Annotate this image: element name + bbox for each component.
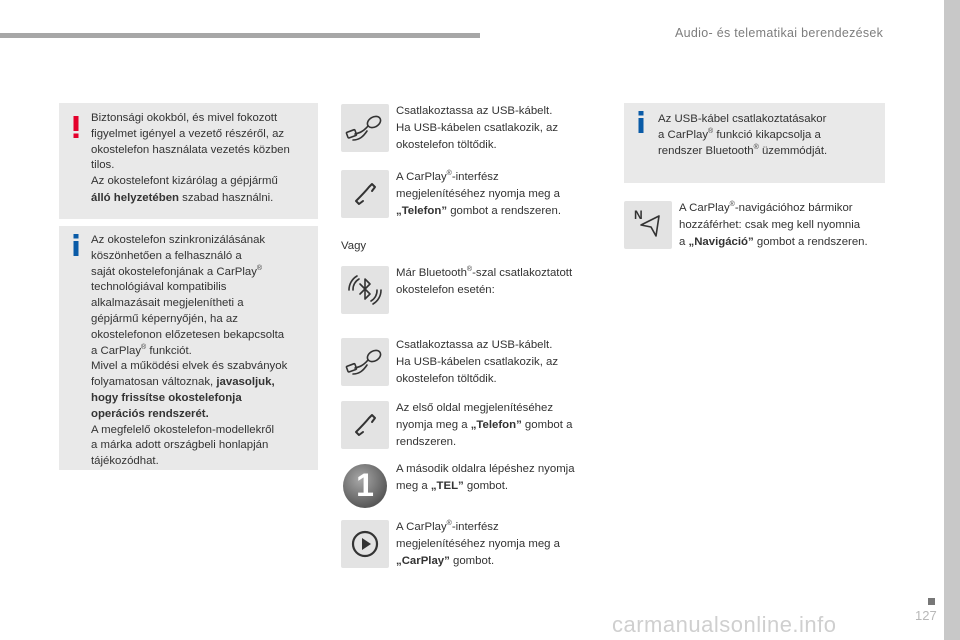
or-label: Vagy xyxy=(341,240,367,252)
info-line: folyamatosan változnak, javasoljuk, xyxy=(91,376,275,389)
step-line: Az első oldal megjelenítéséhez xyxy=(396,402,554,414)
phone-handset-icon[interactable] xyxy=(341,170,389,218)
number-one-icon[interactable] xyxy=(341,462,389,510)
step-line: A CarPlay®-navigációhoz bármikor xyxy=(679,201,853,214)
step-line: A CarPlay®-interfész xyxy=(396,170,499,183)
step-usb-1 xyxy=(396,103,596,154)
step-line: megjelenítéséhez nyomja meg a xyxy=(396,188,560,200)
info-line: Az okostelefon szinkronizálásának xyxy=(91,234,266,246)
info-line: alkalmazásait megjelenítheti a xyxy=(91,297,244,310)
info-line: a márka adott országbeli honlapján xyxy=(91,439,269,452)
info-line: rendszer Bluetooth® üzemmódját. xyxy=(658,143,828,157)
info-line: A megfelelő okostelefon-modellekről xyxy=(91,423,274,436)
page-marker xyxy=(928,598,935,605)
info-line: gépjármű képernyőjén, ha az xyxy=(91,312,238,325)
usb-cable-icon xyxy=(341,104,389,152)
step-line: meg a „TEL” gombot. xyxy=(396,480,509,492)
step-phone-first-page xyxy=(396,400,596,451)
step-line: Már Bluetooth®-szal csatlakoztatott xyxy=(396,266,573,279)
warning-line: Az okostelefont kizárólag a gépjármű xyxy=(91,175,278,188)
info-line: operációs rendszerét. xyxy=(91,407,209,420)
step-line: A második oldalra lépéshez nyomja xyxy=(396,463,575,475)
info-box-usb-bluetooth xyxy=(624,103,885,183)
page-number: 127 xyxy=(915,608,937,623)
info-line: okostelefonon előzetesen bekapcsolta xyxy=(91,328,285,341)
info-line: a CarPlay® funkció kikapcsolja a xyxy=(658,128,821,141)
info-line: Mivel a működési elvek és szabványok xyxy=(91,360,288,373)
info-line: tájékozódhat. xyxy=(91,455,159,468)
warning-line xyxy=(91,191,315,207)
number-one-digit: 1 xyxy=(356,467,374,503)
info-line: köszönhetően a felhasználó a xyxy=(91,249,242,262)
usb-cable-icon xyxy=(341,338,389,386)
info-text xyxy=(658,112,882,159)
info-text xyxy=(91,233,315,470)
info-line: hogy frissítse okostelefonja xyxy=(91,391,242,404)
warning-line: okostelefon használata vezetés közben xyxy=(91,143,290,156)
info-icon xyxy=(637,111,645,133)
step-line: a „Navigáció” gombot a rendszeren. xyxy=(679,236,868,248)
info-line: a CarPlay® funkciót. xyxy=(91,343,192,357)
step-navigation xyxy=(679,200,889,251)
info-line: Az USB-kábel csatlakoztatásakor xyxy=(658,113,827,125)
step-line: Ha USB-kábelen csatlakozik, az xyxy=(396,356,559,368)
step-line: Ha USB-kábelen csatlakozik, az xyxy=(396,122,559,134)
step-carplay xyxy=(396,519,596,570)
step-line: megjelenítéséhez nyomja meg a xyxy=(396,538,560,550)
step-bluetooth xyxy=(396,265,596,299)
step-line: okostelefon esetén: xyxy=(396,284,495,296)
warning-emphasis: álló helyzetében xyxy=(91,191,179,204)
warning-line: Biztonsági okokból, és mivel fokozott xyxy=(91,112,278,124)
warning-line: figyelmet igényel a vezető részéről, az xyxy=(91,127,285,140)
warning-box xyxy=(59,103,318,219)
carplay-play-icon[interactable] xyxy=(341,520,389,568)
phone-handset-icon[interactable] xyxy=(341,401,389,449)
page-edge-bar xyxy=(944,0,960,640)
navigation-arrow-icon[interactable] xyxy=(624,201,672,249)
step-line: hozzáférhet: csak meg kell nyomnia xyxy=(679,219,861,231)
step-line: „CarPlay” gombot. xyxy=(396,555,495,567)
warning-text xyxy=(91,111,315,207)
step-line: „Telefon” gombot a rendszeren. xyxy=(396,205,562,217)
info-icon xyxy=(72,234,80,256)
warning-line: tilos. xyxy=(91,159,115,172)
step-line: Csatlakoztassa az USB-kábelt. xyxy=(396,105,553,117)
watermark: carmanualsonline.info xyxy=(612,612,837,637)
step-line: A CarPlay®-interfész xyxy=(396,520,499,533)
step-phone-carplay xyxy=(396,169,596,220)
step-usb-2 xyxy=(396,337,596,388)
step-tel xyxy=(396,461,596,495)
step-line: okostelefon töltődik. xyxy=(396,373,497,385)
step-line: rendszeren. xyxy=(396,436,457,448)
step-line: nyomja meg a „Telefon” gombot a xyxy=(396,419,573,431)
warning-rest: szabad használni. xyxy=(179,191,274,204)
step-line: okostelefon töltődik. xyxy=(396,139,497,151)
info-line: technológiával kompatibilis xyxy=(91,281,227,294)
page-title: Audio- és telematikai berendezések xyxy=(675,26,884,40)
bluetooth-icon xyxy=(341,266,389,314)
north-letter: N xyxy=(634,208,643,222)
info-box-carplay xyxy=(59,226,318,470)
step-line: Csatlakoztassa az USB-kábelt. xyxy=(396,339,553,351)
info-line: saját okostelefonjának a CarPlay® xyxy=(91,264,263,278)
header-rule xyxy=(0,33,480,38)
exclamation-icon xyxy=(72,116,80,138)
